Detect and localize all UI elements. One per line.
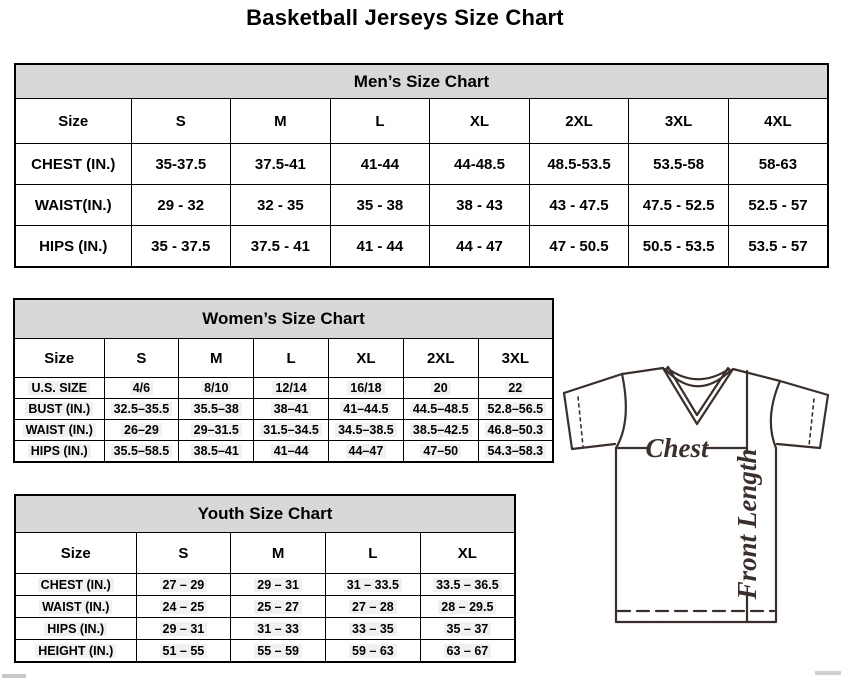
size-value-cell: 24 – 25 xyxy=(136,596,231,618)
size-value-cell: 27 – 29 xyxy=(136,574,231,596)
size-value-cell: 41 - 44 xyxy=(330,226,430,268)
size-value-cell: 47–50 xyxy=(403,441,478,463)
size-header-cell: L xyxy=(330,99,430,144)
size-value-cell: 38.5–42.5 xyxy=(403,420,478,441)
size-value-cell: 32 - 35 xyxy=(231,185,331,226)
size-value-cell: 35-37.5 xyxy=(131,144,231,185)
size-header-cell: S xyxy=(104,339,179,378)
size-header-cell: 3XL xyxy=(629,99,729,144)
sleeve-stitch-right xyxy=(809,399,814,446)
jersey-sleeve-right xyxy=(777,395,828,448)
corner-artifact-right xyxy=(815,671,841,675)
table-row xyxy=(15,640,515,663)
size-value-cell: 59 – 63 xyxy=(326,640,421,663)
size-value-cell: 31 – 33 xyxy=(231,618,326,640)
size-value-cell: 53.5 - 57 xyxy=(728,226,828,268)
size-value-cell: 38.5–41 xyxy=(179,441,254,463)
table-row xyxy=(15,144,828,185)
size-value-cell: 16/18 xyxy=(328,378,403,399)
size-value-cell: 12/14 xyxy=(254,378,329,399)
size-header-cell: Size xyxy=(14,339,104,378)
size-header-cell: L xyxy=(254,339,329,378)
row-label: HIPS (IN.) xyxy=(15,618,136,640)
size-value-cell: 44 - 47 xyxy=(430,226,530,268)
size-value-cell: 37.5-41 xyxy=(231,144,331,185)
row-label: CHEST (IN.) xyxy=(15,574,136,596)
size-value-cell: 29–31.5 xyxy=(179,420,254,441)
size-value-cell: 44-48.5 xyxy=(430,144,530,185)
size-value-cell: 50.5 - 53.5 xyxy=(629,226,729,268)
table-row xyxy=(15,574,515,596)
front-length-label: Front Length xyxy=(732,448,762,600)
size-header-cell: 2XL xyxy=(403,339,478,378)
size-value-cell: 53.5-58 xyxy=(629,144,729,185)
size-header-row xyxy=(15,533,515,574)
size-header-cell: S xyxy=(136,533,231,574)
size-value-cell: 38 - 43 xyxy=(430,185,530,226)
size-value-cell: 35 - 37.5 xyxy=(131,226,231,268)
jersey-measurement-diagram xyxy=(551,359,843,678)
size-value-cell: 46.8–50.3 xyxy=(478,420,553,441)
size-value-cell: 41–44 xyxy=(254,441,329,463)
size-value-cell: 33.5 – 36.5 xyxy=(420,574,515,596)
table-row xyxy=(15,618,515,640)
size-value-cell: 32.5–35.5 xyxy=(104,399,179,420)
table-row xyxy=(15,596,515,618)
table-title: Youth Size Chart xyxy=(15,495,515,533)
size-value-cell: 58-63 xyxy=(728,144,828,185)
size-value-cell: 35.5–58.5 xyxy=(104,441,179,463)
size-value-cell: 28 – 29.5 xyxy=(420,596,515,618)
size-value-cell: 35 - 38 xyxy=(330,185,430,226)
youth-size-table xyxy=(14,494,516,663)
size-header-cell: XL xyxy=(430,99,530,144)
table-row xyxy=(14,420,553,441)
row-label: WAIST (IN.) xyxy=(15,596,136,618)
size-value-cell: 27 – 28 xyxy=(326,596,421,618)
size-value-cell: 8/10 xyxy=(179,378,254,399)
corner-artifact-left xyxy=(2,674,26,678)
size-value-cell: 37.5 - 41 xyxy=(231,226,331,268)
size-value-cell: 52.8–56.5 xyxy=(478,399,553,420)
size-header-cell: Size xyxy=(15,533,136,574)
size-value-cell: 29 - 32 xyxy=(131,185,231,226)
table-row xyxy=(14,399,553,420)
row-label: WAIST (IN.) xyxy=(14,420,104,441)
table-title: Men’s Size Chart xyxy=(15,64,828,99)
size-value-cell: 41–44.5 xyxy=(328,399,403,420)
size-value-cell: 22 xyxy=(478,378,553,399)
size-value-cell: 38–41 xyxy=(254,399,329,420)
jersey-collar-arc xyxy=(665,369,731,386)
size-value-cell: 44.5–48.5 xyxy=(403,399,478,420)
size-value-cell: 43 - 47.5 xyxy=(529,185,629,226)
row-label: HIPS (IN.) xyxy=(15,226,131,268)
size-value-cell: 25 – 27 xyxy=(231,596,326,618)
size-header-row xyxy=(15,99,828,144)
size-value-cell: 47.5 - 52.5 xyxy=(629,185,729,226)
row-label: HEIGHT (IN.) xyxy=(15,640,136,663)
size-value-cell: 31.5–34.5 xyxy=(254,420,329,441)
size-value-cell: 51 – 55 xyxy=(136,640,231,663)
size-value-cell: 44–47 xyxy=(328,441,403,463)
size-value-cell: 29 – 31 xyxy=(231,574,326,596)
size-value-cell: 34.5–38.5 xyxy=(328,420,403,441)
size-header-cell: XL xyxy=(328,339,403,378)
size-value-cell: 35 – 37 xyxy=(420,618,515,640)
row-label: BUST (IN.) xyxy=(14,399,104,420)
size-value-cell: 48.5-53.5 xyxy=(529,144,629,185)
size-value-cell: 29 – 31 xyxy=(136,618,231,640)
size-header-cell: L xyxy=(326,533,421,574)
row-label: HIPS (IN.) xyxy=(14,441,104,463)
jersey-armhole-left xyxy=(616,374,626,448)
size-value-cell: 63 – 67 xyxy=(420,640,515,663)
size-header-cell: M xyxy=(179,339,254,378)
size-value-cell: 20 xyxy=(403,378,478,399)
table-row xyxy=(15,185,828,226)
row-label: WAIST(IN.) xyxy=(15,185,131,226)
page-title: Basketball Jerseys Size Chart xyxy=(246,5,564,30)
mens-size-table xyxy=(14,63,829,268)
jersey-armhole-right xyxy=(771,381,780,448)
jersey-outline xyxy=(564,368,663,393)
size-header-cell: S xyxy=(131,99,231,144)
size-header-cell: Size xyxy=(15,99,131,144)
size-value-cell: 55 – 59 xyxy=(231,640,326,663)
womens-size-table xyxy=(13,298,554,463)
row-label: CHEST (IN.) xyxy=(15,144,131,185)
size-value-cell: 41-44 xyxy=(330,144,430,185)
size-header-cell: M xyxy=(231,99,331,144)
size-value-cell: 4/6 xyxy=(104,378,179,399)
size-value-cell: 54.3–58.3 xyxy=(478,441,553,463)
jersey-diagram-svg xyxy=(551,359,843,678)
size-value-cell: 33 – 35 xyxy=(326,618,421,640)
size-value-cell: 35.5–38 xyxy=(179,399,254,420)
size-value-cell: 26–29 xyxy=(104,420,179,441)
size-header-cell: M xyxy=(231,533,326,574)
size-header-cell: XL xyxy=(420,533,515,574)
row-label: U.S. SIZE xyxy=(14,378,104,399)
size-header-cell: 4XL xyxy=(728,99,828,144)
size-header-cell: 3XL xyxy=(478,339,553,378)
size-value-cell: 52.5 - 57 xyxy=(728,185,828,226)
jersey-sleeve-left xyxy=(564,393,615,449)
size-value-cell: 47 - 50.5 xyxy=(529,226,629,268)
table-title: Women’s Size Chart xyxy=(14,299,553,339)
chest-label: Chest xyxy=(645,433,709,463)
size-header-cell: 2XL xyxy=(529,99,629,144)
table-row xyxy=(14,441,553,463)
size-header-row xyxy=(14,339,553,378)
sleeve-stitch-left xyxy=(578,397,583,446)
table-row xyxy=(14,378,553,399)
size-value-cell: 31 – 33.5 xyxy=(326,574,421,596)
table-row xyxy=(15,226,828,268)
